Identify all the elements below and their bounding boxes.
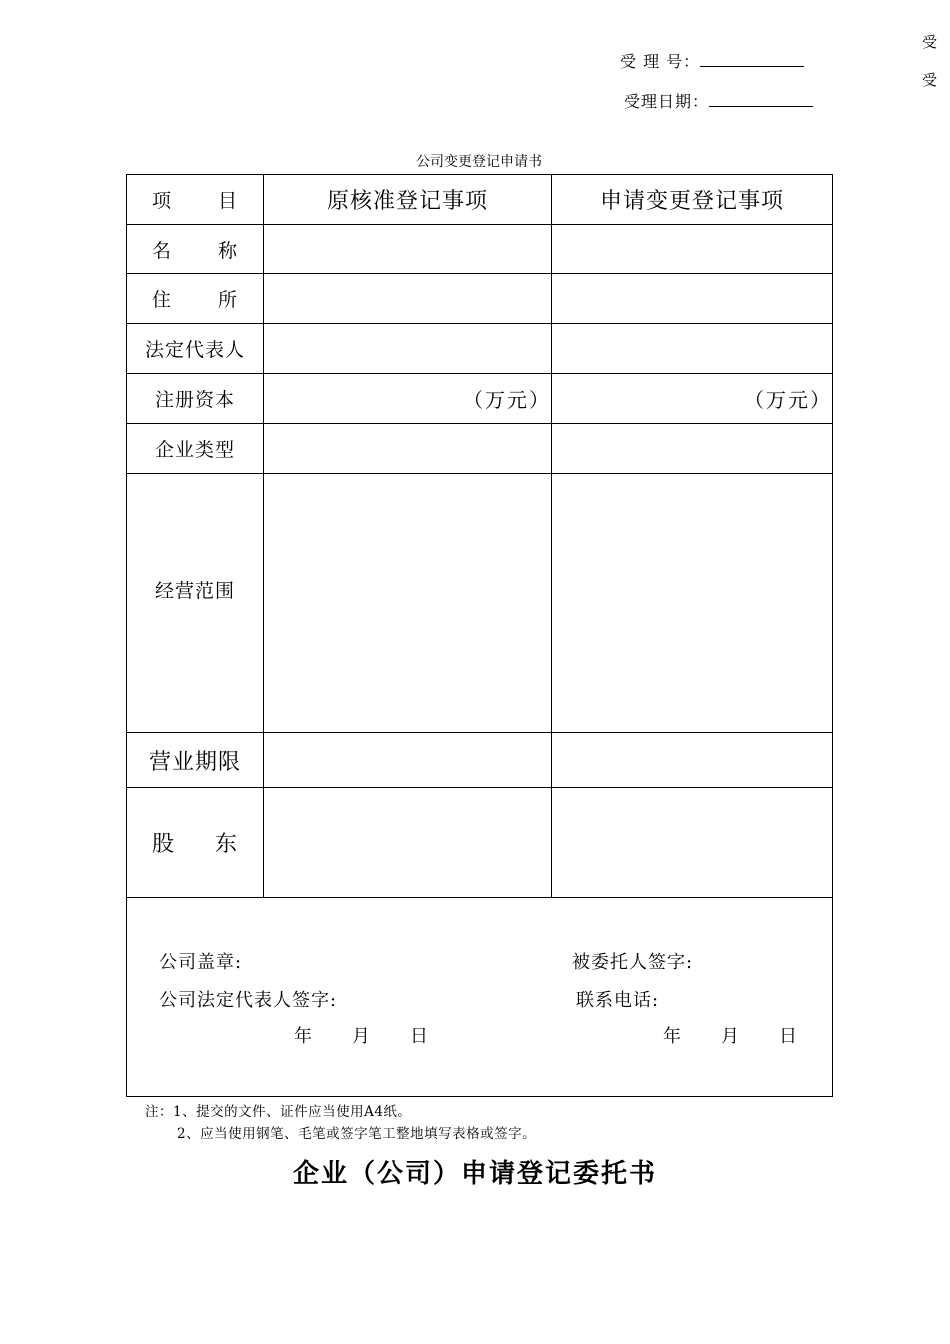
change-registration-form bbox=[126, 174, 833, 1097]
receipt-number-label: 受 理 号： bbox=[620, 52, 701, 71]
change-items-header: 申请变更登记事项 bbox=[552, 175, 833, 225]
trustee-date-month: 月 bbox=[721, 1026, 739, 1047]
row-signatures bbox=[127, 898, 833, 1097]
original-term-cell[interactable] bbox=[264, 733, 552, 788]
note-line-1: 注：1、提交的文件、证件应当使用A4纸。 bbox=[145, 1104, 412, 1120]
row-business-scope bbox=[127, 474, 833, 733]
label-name-char-1: 名 bbox=[152, 239, 173, 262]
company-date-day: 日 bbox=[410, 1026, 428, 1047]
original-items-header: 原核准登记事项 bbox=[264, 175, 552, 225]
original-capital-cell[interactable]: （万元） bbox=[264, 374, 552, 424]
label-name-char-2: 称 bbox=[217, 239, 238, 262]
trustee-date-line bbox=[663, 1022, 837, 1048]
company-seal-label: 公司盖章: bbox=[159, 952, 243, 973]
signature-block[interactable] bbox=[127, 898, 833, 1097]
row-capital bbox=[127, 374, 833, 424]
row-term bbox=[127, 733, 833, 788]
original-business-scope-cell[interactable] bbox=[264, 474, 552, 733]
label-address-char-2: 所 bbox=[217, 289, 238, 311]
company-date-month: 月 bbox=[352, 1026, 370, 1047]
row-name bbox=[127, 225, 833, 274]
label-business-scope: 经营范围 bbox=[127, 474, 264, 733]
form-caption: 公司变更登记申请书 bbox=[416, 154, 542, 170]
original-shareholders-cell[interactable] bbox=[264, 788, 552, 898]
label-address-char-1: 住 bbox=[152, 289, 173, 311]
company-date-line bbox=[294, 1022, 468, 1048]
label-capital: 注册资本 bbox=[127, 374, 264, 424]
original-legal-rep-cell[interactable] bbox=[264, 324, 552, 374]
contact-phone-label: 联系电话: bbox=[576, 990, 660, 1011]
change-business-scope-cell[interactable] bbox=[552, 474, 833, 733]
label-name bbox=[127, 225, 264, 274]
receipt-date-label: 受理日期： bbox=[624, 92, 710, 111]
trustee-date-day: 日 bbox=[779, 1026, 797, 1047]
receipt-date-field bbox=[624, 89, 813, 112]
change-address-cell[interactable] bbox=[552, 274, 833, 324]
receipt-number-blank[interactable] bbox=[700, 50, 804, 67]
company-date-year: 年 bbox=[294, 1026, 312, 1047]
change-term-cell[interactable] bbox=[552, 733, 833, 788]
original-enterprise-type-cell[interactable] bbox=[264, 424, 552, 474]
change-shareholders-cell[interactable] bbox=[552, 788, 833, 898]
row-address bbox=[127, 274, 833, 324]
trustee-date-year: 年 bbox=[663, 1026, 681, 1047]
change-legal-rep-cell[interactable] bbox=[552, 324, 833, 374]
label-enterprise-type: 企业类型 bbox=[127, 424, 264, 474]
row-enterprise-type bbox=[127, 424, 833, 474]
label-term: 营业期限 bbox=[127, 733, 264, 788]
trustee-signature-label: 被委托人签字: bbox=[572, 952, 694, 973]
row-legal-rep bbox=[127, 324, 833, 374]
receipt-date-blank[interactable] bbox=[709, 90, 813, 107]
note-line-2: 2、应当使用钢笔、毛笔或签字笔工整地填写表格或签字。 bbox=[177, 1126, 537, 1142]
edge-char-2: 受 bbox=[922, 71, 938, 89]
change-name-cell[interactable] bbox=[552, 225, 833, 274]
change-capital-cell[interactable]: （万元） bbox=[552, 374, 833, 424]
label-address bbox=[127, 274, 264, 324]
header-row bbox=[127, 175, 833, 225]
original-name-cell[interactable] bbox=[264, 225, 552, 274]
label-shareholders-char-1: 股 bbox=[152, 832, 176, 857]
power-of-attorney-title: 企业（公司）申请登记委托书 bbox=[292, 1159, 657, 1189]
item-header-char-1: 项 bbox=[152, 190, 173, 212]
legal-rep-signature-label: 公司法定代表人签字: bbox=[159, 990, 338, 1011]
original-address-cell[interactable] bbox=[264, 274, 552, 324]
label-shareholders-char-2: 东 bbox=[214, 832, 238, 857]
label-shareholders bbox=[127, 788, 264, 898]
edge-char-1: 受 bbox=[922, 33, 938, 51]
change-enterprise-type-cell[interactable] bbox=[552, 424, 833, 474]
row-shareholders bbox=[127, 788, 833, 898]
label-legal-rep: 法定代表人 bbox=[127, 324, 264, 374]
item-header-cell bbox=[127, 175, 264, 225]
item-header-char-2: 目 bbox=[217, 190, 238, 212]
receipt-number-field bbox=[620, 49, 804, 72]
